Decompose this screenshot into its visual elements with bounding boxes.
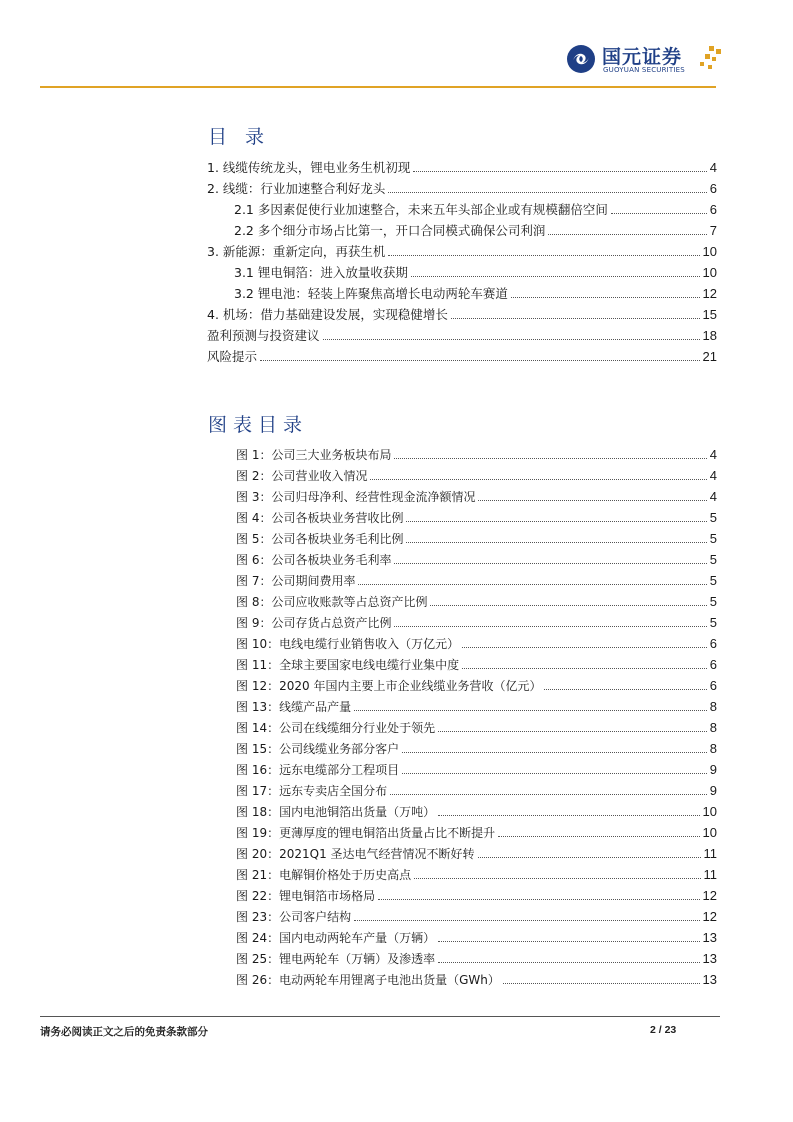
- figure-entry-label: 图 4：公司各板块业务营收比例: [236, 511, 404, 525]
- dot-leader: [323, 339, 700, 340]
- dot-leader: [402, 773, 707, 774]
- dot-leader: [478, 857, 701, 858]
- footer-divider: [40, 1016, 720, 1017]
- figure-entry-label: 图 25：锂电两轮车（万辆）及渗透率: [236, 952, 436, 966]
- toc-entry-label: 1. 线缆传统龙头，锂电业务生机初现: [207, 160, 411, 175]
- figure-entry[interactable]: [236, 800, 717, 820]
- figure-entry-label: 图 11：全球主要国家电线电缆行业集中度: [236, 658, 460, 672]
- figure-entry[interactable]: [236, 737, 717, 757]
- dot-leader: [388, 192, 706, 193]
- toc-entry[interactable]: [207, 240, 717, 260]
- toc-entry-page: 15: [702, 307, 717, 322]
- dot-leader: [451, 318, 700, 319]
- dot-leader: [406, 542, 706, 543]
- toc-entry-label: 风险提示: [207, 349, 258, 364]
- figure-entry-page: 5: [709, 510, 717, 525]
- dot-leader: [438, 962, 699, 963]
- figure-entry-label: 图 2：公司营业收入情况: [236, 469, 368, 483]
- dot-leader: [358, 584, 706, 585]
- figure-entry-label: 图 9：公司存货占总资产比例: [236, 616, 392, 630]
- figure-entry-page: 6: [709, 678, 717, 693]
- figure-entry[interactable]: [236, 779, 717, 799]
- dot-leader: [390, 794, 707, 795]
- toc-entry-label: 2. 线缆：行业加速整合利好龙头: [207, 181, 386, 196]
- figure-entry[interactable]: [236, 863, 717, 883]
- dot-leader: [394, 563, 706, 564]
- figure-entry-label: 图 1：公司三大业务板块布局: [236, 448, 392, 462]
- figure-entry[interactable]: [236, 653, 717, 673]
- toc-entry[interactable]: [207, 177, 717, 197]
- figure-entry[interactable]: [236, 632, 717, 652]
- figure-entry[interactable]: [236, 674, 717, 694]
- brand-name-en: GUOYUAN SECURITIES: [603, 66, 685, 74]
- toc-entry[interactable]: [207, 156, 717, 176]
- dot-leader: [503, 983, 700, 984]
- figure-entry-page: 8: [709, 741, 717, 756]
- toc-entry[interactable]: [234, 261, 717, 281]
- figure-entry[interactable]: [236, 968, 717, 988]
- figure-entry[interactable]: [236, 590, 717, 610]
- figure-entry-page: 9: [709, 783, 717, 798]
- toc-entry[interactable]: [234, 282, 717, 302]
- dot-leader: [438, 941, 699, 942]
- toc-entry-label: 盈利预测与投资建议: [207, 328, 320, 343]
- figure-entry-label: 图 16：远东电缆部分工程项目: [236, 763, 400, 777]
- figure-entry-page: 5: [709, 573, 717, 588]
- figure-entry[interactable]: [236, 527, 717, 547]
- toc-entry-page: 21: [702, 349, 717, 364]
- dot-leader: [354, 920, 699, 921]
- header-divider: [40, 86, 716, 88]
- dot-leader: [394, 626, 706, 627]
- figure-entry[interactable]: [236, 485, 717, 505]
- figure-entry-label: 图 18：国内电池铜箔出货量（万吨）: [236, 805, 436, 819]
- figure-entry-page: 4: [709, 489, 717, 504]
- dot-leader: [462, 668, 707, 669]
- figure-entry-label: 图 22：锂电铜箔市场格局: [236, 889, 376, 903]
- figure-entry-page: 13: [702, 951, 717, 966]
- dot-leader: [406, 521, 706, 522]
- toc-entry-label: 2.2 多个细分市场占比第一，开口合同模式确保公司利润: [234, 223, 546, 238]
- figure-entry-label: 图 21：电解铜价格处于历史高点: [236, 868, 412, 882]
- toc-entry-page: 10: [702, 265, 717, 280]
- toc-entry-label: 4. 机场：借力基础建设发展，实现稳健增长: [207, 307, 448, 322]
- dot-leader: [354, 710, 707, 711]
- dot-leader: [411, 276, 700, 277]
- figure-entry-page: 12: [702, 888, 717, 903]
- toc-entry-page: 18: [702, 328, 717, 343]
- figure-entry[interactable]: [236, 842, 717, 862]
- figure-entry-label: 图 8：公司应收账款等占总资产比例: [236, 595, 428, 609]
- figure-entry[interactable]: [236, 947, 717, 967]
- toc-entry-label: 3.2 锂电池：轻装上阵聚焦高增长电动两轮车赛道: [234, 286, 508, 301]
- toc-entry[interactable]: [234, 219, 717, 239]
- figure-entry[interactable]: [236, 716, 717, 736]
- toc-entry-page: 6: [709, 181, 717, 196]
- figure-entry-label: 图 12：2020 年国内主要上市企业线缆业务营收（亿元）: [236, 679, 542, 693]
- toc-entry-page: 10: [702, 244, 717, 259]
- figure-entry-page: 8: [709, 699, 717, 714]
- figure-entry-page: 10: [702, 825, 717, 840]
- figure-entry-page: 8: [709, 720, 717, 735]
- dot-leader: [378, 899, 699, 900]
- dot-leader: [413, 171, 706, 172]
- figure-entry-label: 图 20：2021Q1 圣达电气经营情况不断好转: [236, 847, 475, 861]
- figure-entry-page: 4: [709, 447, 717, 462]
- toc-entry-page: 7: [709, 223, 717, 238]
- figure-entry-page: 11: [703, 867, 717, 882]
- figure-entry[interactable]: [236, 758, 717, 778]
- dot-leader: [544, 689, 706, 690]
- figure-entry-page: 4: [709, 468, 717, 483]
- figure-entry-page: 13: [702, 930, 717, 945]
- dot-leader: [511, 297, 700, 298]
- dot-leader: [370, 479, 706, 480]
- figure-entry-label: 图 24：国内电动两轮车产量（万辆）: [236, 931, 436, 945]
- brand-name-cn: 国元证券: [602, 46, 683, 68]
- page-header: [0, 0, 793, 90]
- brand-logo: [566, 44, 726, 78]
- figure-entry-label: 图 5：公司各板块业务毛利比例: [236, 532, 404, 546]
- dot-leader: [260, 360, 700, 361]
- figure-entry[interactable]: [236, 821, 717, 841]
- dot-leader: [402, 752, 707, 753]
- figure-entry-page: 5: [709, 531, 717, 546]
- figure-entry-label: 图 17：远东专卖店全国分布: [236, 784, 388, 798]
- dot-leader: [548, 234, 706, 235]
- figure-entry-page: 12: [702, 909, 717, 924]
- dot-leader: [414, 878, 700, 879]
- figure-entry[interactable]: [236, 443, 717, 463]
- figure-entry-label: 图 3：公司归母净利、经营性现金流净额情况: [236, 490, 476, 504]
- toc-entry[interactable]: [207, 303, 717, 323]
- figure-entry[interactable]: [236, 926, 717, 946]
- toc-entry-label: 3.1 锂电铜箔：进入放量收获期: [234, 265, 408, 280]
- dot-leader: [430, 605, 706, 606]
- dot-leader: [394, 458, 706, 459]
- toc-entry-page: 12: [702, 286, 717, 301]
- figure-entry-page: 9: [709, 762, 717, 777]
- figure-entry[interactable]: [236, 548, 717, 568]
- dot-leader: [478, 500, 706, 501]
- dot-leader: [438, 731, 707, 732]
- figure-entry[interactable]: [236, 569, 717, 589]
- toc-entry[interactable]: [207, 324, 717, 344]
- figure-entry-page: 11: [703, 846, 717, 861]
- page-number: 2 / 23: [650, 1024, 677, 1036]
- toc-title: 目 录: [208, 126, 271, 148]
- figure-entry-label: 图 6：公司各板块业务毛利率: [236, 553, 392, 567]
- figure-entry-label: 图 10：电线电缆行业销售收入（万亿元）: [236, 637, 460, 651]
- figure-entry-label: 图 23：公司客户结构: [236, 910, 352, 924]
- figure-entry-page: 5: [709, 615, 717, 630]
- figure-entry-label: 图 13：线缆产品产量: [236, 700, 352, 714]
- figure-entry-page: 10: [702, 804, 717, 819]
- dot-leader: [611, 213, 707, 214]
- toc-entry-label: 3. 新能源：重新定向，再获生机: [207, 244, 386, 259]
- figure-entry-label: 图 19：更薄厚度的锂电铜箔出货量占比不断提升: [236, 826, 496, 840]
- figure-entry-page: 6: [709, 657, 717, 672]
- dot-leader: [438, 815, 699, 816]
- toc-entry[interactable]: [207, 345, 717, 365]
- figure-entry-label: 图 26：电动两轮车用锂离子电池出货量（GWh）: [236, 973, 500, 987]
- figure-entry-page: 5: [709, 552, 717, 567]
- figure-entry-page: 5: [709, 594, 717, 609]
- toc-entry-label: 2.1 多因素促使行业加速整合，未来五年头部企业或有规模翻倍空间: [234, 202, 608, 217]
- figure-entry-label: 图 14：公司在线缆细分行业处于领先: [236, 721, 436, 735]
- figure-entry-label: 图 15：公司线缆业务部分客户: [236, 742, 400, 756]
- toc-entry[interactable]: [234, 198, 717, 218]
- dot-leader: [388, 255, 699, 256]
- figures-title: 图表目录: [208, 414, 309, 436]
- figure-entry-page: 13: [702, 972, 717, 987]
- figure-entry[interactable]: [236, 884, 717, 904]
- toc-entry-page: 4: [709, 160, 717, 175]
- dot-leader: [462, 647, 707, 648]
- footer-disclaimer: 请务必阅读正文之后的免责条款部分: [40, 1026, 208, 1038]
- figure-entry[interactable]: [236, 905, 717, 925]
- decorative-squares-icon: [696, 46, 722, 72]
- toc-entry-page: 6: [709, 202, 717, 217]
- figure-entry-label: 图 7：公司期间费用率: [236, 574, 356, 588]
- figure-entry-page: 6: [709, 636, 717, 651]
- figure-entry[interactable]: [236, 611, 717, 631]
- figure-entry[interactable]: [236, 506, 717, 526]
- guoyuan-logo-icon: [566, 44, 596, 74]
- dot-leader: [498, 836, 699, 837]
- figure-entry[interactable]: [236, 695, 717, 715]
- figure-entry[interactable]: [236, 464, 717, 484]
